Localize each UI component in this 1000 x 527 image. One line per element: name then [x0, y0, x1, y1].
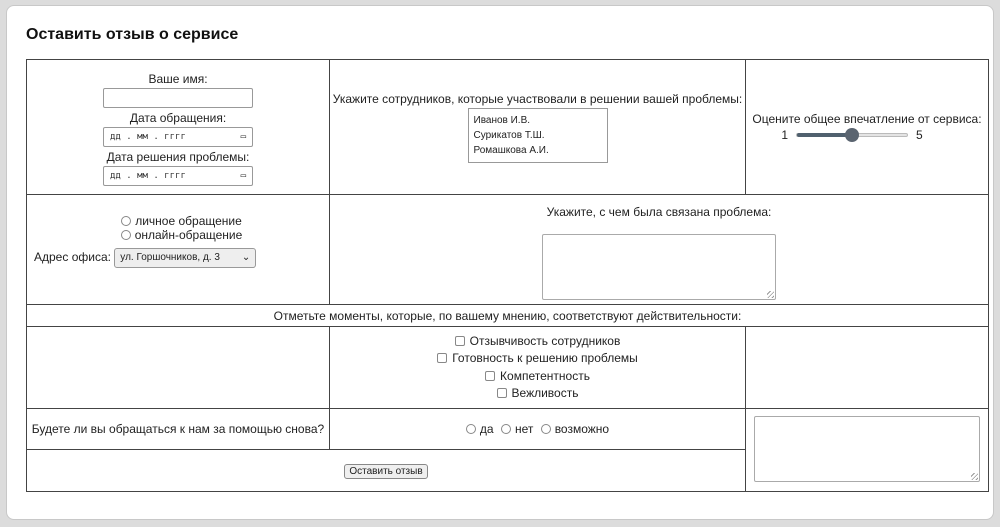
checkbox-competence[interactable]	[330, 368, 745, 386]
date-placeholder: дд . мм . гггг	[110, 131, 186, 142]
calendar-icon[interactable]: ▭	[240, 170, 246, 181]
rating-label: Оцените общее впечатление от сервиса:	[752, 112, 982, 126]
radio-label: личное обращение	[135, 213, 242, 228]
radio-personal[interactable]	[34, 214, 329, 228]
again-label: Будете ли вы обращаться к нам за помощью снова?	[27, 409, 330, 450]
submit-cell	[27, 450, 746, 492]
checkbox-responsiveness[interactable]	[330, 333, 745, 351]
slider-thumb[interactable]	[845, 128, 859, 142]
radio-circle[interactable]	[541, 424, 551, 434]
checkbox-label: Компетентность	[500, 368, 590, 383]
date-request-input[interactable]	[103, 127, 253, 147]
comment-textarea[interactable]	[754, 416, 980, 482]
feedback-form-table	[26, 59, 989, 492]
checkbox-label: Вежливость	[511, 386, 579, 400]
checkbox-politeness[interactable]	[330, 385, 745, 403]
empty-cell	[746, 327, 989, 409]
checkbox[interactable]	[485, 371, 495, 381]
radio-yes[interactable]	[466, 422, 494, 436]
staff-label: Укажите сотрудников, которые участвовали в решении вашей проблемы:	[332, 91, 743, 106]
date-placeholder: дд . мм . гггг	[110, 170, 186, 181]
empty-cell	[27, 327, 330, 409]
rating-min: 1	[781, 128, 788, 142]
radio-circle[interactable]	[466, 424, 476, 434]
radio-online[interactable]	[34, 228, 329, 242]
slider-track[interactable]	[796, 133, 908, 137]
radio-label: возможно	[554, 422, 610, 436]
rating-slider[interactable]	[781, 128, 922, 142]
radio-maybe[interactable]	[541, 422, 609, 436]
staff-option[interactable]: Сурикатов Т.Ш.	[473, 129, 545, 141]
checkbox[interactable]	[497, 388, 507, 398]
moments-label: Отметьте моменты, которые, по вашему мнению, соответствуют действительности:	[27, 305, 989, 327]
problem-cell	[330, 195, 989, 305]
office-select[interactable]	[114, 248, 256, 268]
staff-listbox[interactable]	[468, 108, 608, 163]
submit-button[interactable]: Оставить отзыв	[344, 464, 427, 479]
office-label: Адрес офиса:	[34, 249, 111, 264]
name-input[interactable]	[103, 88, 253, 108]
again-cell	[330, 409, 746, 450]
checkbox-readiness[interactable]	[330, 350, 745, 368]
date-solved-input[interactable]	[103, 166, 253, 186]
checkbox-label: Готовность к решению проблемы	[452, 351, 638, 365]
radio-circle[interactable]	[121, 216, 131, 226]
date-request-label: Дата обращения:	[129, 110, 227, 125]
rating-cell	[746, 60, 989, 195]
problem-textarea[interactable]	[542, 234, 776, 300]
radio-label: да	[479, 422, 494, 436]
staff-option[interactable]: Иванов И.В.	[473, 114, 531, 126]
checkbox-label: Отзывчивость сотрудников	[469, 333, 621, 348]
feedback-card	[6, 5, 994, 520]
checkbox[interactable]	[455, 336, 465, 346]
staff-cell	[330, 60, 746, 195]
problem-label: Укажите, с чем была связана проблема:	[546, 205, 772, 219]
checkbox[interactable]	[437, 353, 447, 363]
slider-fill	[797, 133, 852, 137]
page-title: Оставить отзыв о сервисе	[26, 26, 239, 43]
staff-option[interactable]: Ромашкова А.И.	[473, 144, 549, 156]
office-value: ул. Горшочников, д. 3	[120, 252, 220, 263]
radio-label: нет	[514, 422, 534, 436]
radio-circle[interactable]	[121, 230, 131, 240]
radio-label: онлайн-обращение	[134, 227, 243, 242]
chevron-down-icon: ⌄	[241, 252, 251, 263]
radio-circle[interactable]	[501, 424, 511, 434]
rating-max: 5	[916, 128, 923, 142]
comment-cell	[746, 409, 989, 492]
moments-cell	[330, 327, 746, 409]
calendar-icon[interactable]: ▭	[240, 131, 246, 142]
personal-info-cell	[27, 60, 330, 195]
radio-no[interactable]	[501, 422, 533, 436]
name-label: Ваше имя:	[148, 71, 208, 86]
contact-cell	[27, 195, 330, 305]
date-solved-label: Дата решения проблемы:	[106, 149, 250, 164]
